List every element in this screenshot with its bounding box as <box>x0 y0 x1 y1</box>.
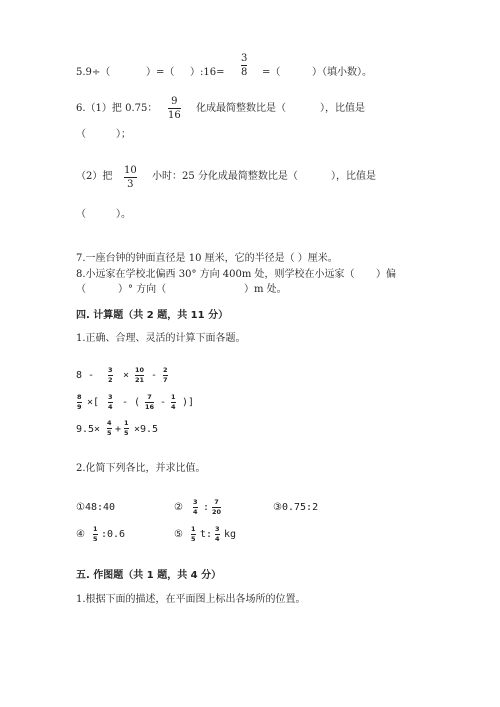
ratio-5-fraction-1-numerator: 1 <box>191 525 196 533</box>
ratio-4-fraction-1-denominator: 5 <box>93 534 98 543</box>
ratio-3: ③0.75:2 <box>273 502 319 513</box>
expr2-fraction-1-denominator: 9 <box>77 402 82 411</box>
q6-part2-text-e: ）。 <box>116 209 131 220</box>
q6-part1-fraction-numerator: 9 <box>171 96 178 107</box>
ratio-5-fraction-1 <box>191 526 196 542</box>
ratio-2-fraction-1 <box>193 499 198 515</box>
expr3-tail: ×9.5 <box>134 424 159 435</box>
q5-text-a: 5.9÷（ <box>76 67 111 78</box>
ratio-2-fraction-2-denominator: 20 <box>212 507 222 516</box>
q6-part2-text-a: （2）把 <box>76 171 113 182</box>
expr2-times-bracket: ×[ <box>87 397 100 408</box>
section-4-question-1: 1.正确、合理、灵活的计算下面各题。 <box>76 333 246 344</box>
q6-part2-fraction-numerator: 10 <box>124 165 137 176</box>
ratio-4-fraction-1 <box>93 526 98 542</box>
q6-part1-text-d: （ <box>76 129 86 140</box>
expr1-fraction-2-numerator: 10 <box>135 366 145 374</box>
expr3-fraction-2-denominator: 5 <box>124 428 129 437</box>
q6-part1-text-b: 化成最简整数比是（ <box>196 103 286 114</box>
expr1-fraction-1-numerator: 3 <box>108 366 113 374</box>
ratio-2-fraction-2 <box>212 499 221 515</box>
fraction-bar <box>168 108 181 109</box>
q6-part1-fraction <box>168 97 181 121</box>
expr1-times: × <box>123 370 130 381</box>
q6-part1-text-a: 6.（1）把 0.75： <box>76 103 158 114</box>
expr1-lead: 8 - <box>76 370 95 381</box>
expr1-fraction-3-numerator: 2 <box>163 366 168 374</box>
expr1-fraction-2 <box>135 367 144 383</box>
expr2-fraction-4-numerator: 1 <box>171 393 176 401</box>
ratio-1: ①48:40 <box>76 502 116 513</box>
expr2-fraction-2 <box>108 394 113 410</box>
expr3-plus: + <box>115 424 122 435</box>
ratio-2-fraction-2-numerator: 7 <box>214 498 219 506</box>
expr2-fraction-4 <box>171 394 176 410</box>
fraction-bar <box>241 65 247 66</box>
expr2-fraction-3-denominator: 16 <box>145 402 155 411</box>
expr2-close: )] <box>182 397 195 408</box>
q8-line1-text-b: ）偏 <box>376 269 396 280</box>
expr1-fraction-2-denominator: 21 <box>135 375 145 384</box>
expr3-lead: 9.5× <box>76 424 101 435</box>
expr2-fraction-3 <box>145 394 154 410</box>
ratio-2-fraction-1-denominator: 4 <box>193 507 198 516</box>
ratio-5-fraction-2-denominator: 4 <box>215 534 220 543</box>
expr2-fraction-4-denominator: 4 <box>171 402 176 411</box>
expr2-fraction-1 <box>77 394 82 410</box>
expr1-fraction-1 <box>108 367 113 383</box>
q5-fraction-numerator: 3 <box>241 53 248 64</box>
q8-line2-text-c: ）m 处。 <box>244 284 287 295</box>
ratio-5-fraction-2-numerator: 3 <box>215 525 220 533</box>
q5-fraction <box>241 54 247 78</box>
ratio-5-marker: ⑤ <box>174 529 183 540</box>
expr3-fraction-2-numerator: 1 <box>124 419 129 427</box>
expr1-fraction-1-denominator: 2 <box>108 375 113 384</box>
expr1-minus: - <box>151 370 158 381</box>
expr1-fraction-3 <box>163 367 168 383</box>
ratio-4-marker: ④ <box>76 529 85 540</box>
fraction-bar <box>124 177 137 178</box>
ratio-2-colon: : <box>203 502 210 513</box>
q6-part2-fraction <box>124 166 137 190</box>
q5-text-d: =（ <box>262 67 281 78</box>
ratio-2-marker: ② <box>174 502 183 513</box>
q5-text-b: ）=（ <box>146 67 175 78</box>
expr2-fraction-2-denominator: 4 <box>108 402 113 411</box>
q6-part2-text-c: ），比值是 <box>331 171 376 182</box>
section-4-heading: 四. 计算题（共 2 题，共 11 分） <box>76 310 229 321</box>
q5-fraction-denominator: 8 <box>241 67 248 78</box>
ratio-4-fraction-1-numerator: 1 <box>93 525 98 533</box>
question-7: 7.一座台钟的钟面直径是 10 厘米，它的半径是（ ）厘米。 <box>76 253 338 264</box>
expr2-fraction-2-numerator: 3 <box>108 393 113 401</box>
q5-text-c: ）:16= <box>190 67 225 78</box>
ratio-5-fraction-1-denominator: 5 <box>191 534 196 543</box>
section-5-heading: 五. 作图题（共 1 题，共 4 分） <box>76 570 222 581</box>
ratio-5-unit-kg: kg <box>224 529 237 540</box>
ratio-2-fraction-1-numerator: 3 <box>193 498 198 506</box>
q6-part1-fraction-denominator: 16 <box>168 110 181 121</box>
q6-part2-fraction-denominator: 3 <box>127 179 134 190</box>
expr2-fraction-1-numerator: 8 <box>77 393 82 401</box>
q6-part1-text-c: ），比值是 <box>320 103 365 114</box>
expr3-fraction-1 <box>107 420 112 436</box>
ratio-5-fraction-2 <box>215 526 220 542</box>
q8-line2-text-a: （ <box>76 284 86 295</box>
q6-part2-text-d: （ <box>76 209 86 220</box>
q5-text-e: ）（填小数）。 <box>312 67 372 78</box>
expr2-minus-paren: - ( <box>122 397 141 408</box>
expr3-fraction-2 <box>124 420 129 436</box>
q8-line1-text-a: 8.小远家在学校北偏西 30° 方向 400m 处，则学校在小远家（ <box>76 269 355 280</box>
expr3-fraction-1-numerator: 4 <box>107 419 112 427</box>
section-4-question-2: 2.化简下列各比，并求比值。 <box>76 463 206 474</box>
expr1-fraction-3-denominator: 7 <box>163 375 168 384</box>
expr2-minus: - <box>160 397 167 408</box>
ratio-4-tail: :0.6 <box>101 529 126 540</box>
q8-line2-text-b: ）° 方向（ <box>118 284 167 295</box>
expr3-fraction-1-denominator: 5 <box>107 428 112 437</box>
ratio-5-unit-t: t: <box>200 529 213 540</box>
q6-part1-text-e: ）； <box>116 129 131 140</box>
section-5-question-1: 1.根据下面的描述，在平面图上标出各场所的位置。 <box>76 594 306 605</box>
q6-part2-text-b: 小时：25 分化成最简整数比是（ <box>152 171 298 182</box>
expr2-fraction-3-numerator: 7 <box>147 393 152 401</box>
